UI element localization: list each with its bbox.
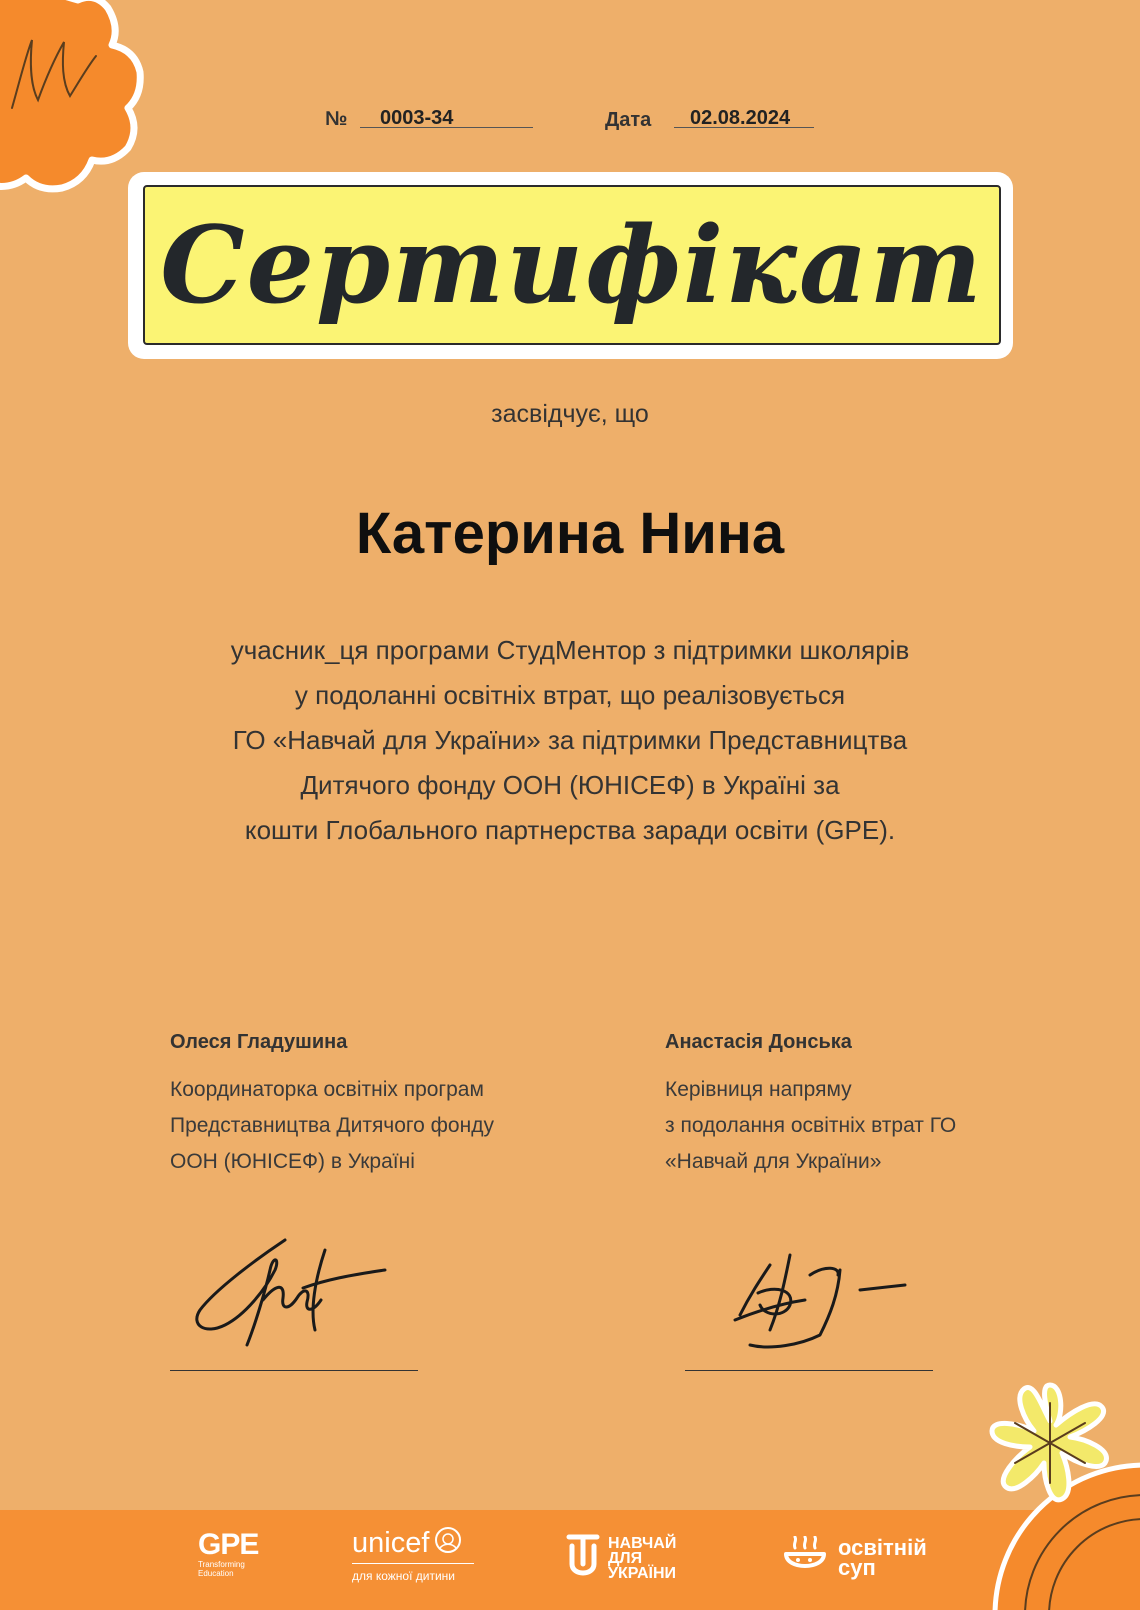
star-flower-icon <box>985 1378 1115 1508</box>
role-line: з подолання освітніх втрат ГО <box>665 1114 957 1137</box>
certificate-body <box>0 628 1140 853</box>
signatory-1-role <box>170 1072 494 1180</box>
subtitle: засвідчує, що <box>491 400 649 428</box>
logo-line: УКРАЇНИ <box>608 1565 677 1582</box>
gpe-logo <box>198 1530 258 1578</box>
number-underline <box>360 127 533 128</box>
role-line: ООН (ЮНІСЕФ) в Україні <box>170 1150 415 1173</box>
unicef-globe-icon <box>434 1526 462 1554</box>
certificate-number: 0003-34 <box>380 107 454 129</box>
teach-for-ukraine-text <box>608 1536 676 1581</box>
title-plate <box>143 185 1001 345</box>
signature-line-2 <box>685 1370 933 1371</box>
soup-bowl-icon <box>780 1536 830 1578</box>
body-line: у подоланні освітніх втрат, що реалізовується <box>294 680 846 710</box>
date-underline <box>674 127 814 128</box>
role-line: «Навчай для України» <box>665 1150 882 1173</box>
body-line: учасник_ця програми СтудМентор з підтримки школярів <box>230 635 910 665</box>
signatory-2-name: Анастасія Донська <box>665 1031 852 1053</box>
role-line: Координаторка освітніх програм <box>170 1078 484 1101</box>
logo-line: НАВЧАЙ <box>608 1535 677 1552</box>
role-line: Керівниця напряму <box>665 1078 852 1101</box>
number-label: № <box>325 108 348 130</box>
gpe-logo-subtitle: Transforming <box>198 1560 245 1569</box>
unicef-logo <box>352 1526 482 1582</box>
gpe-logo-text: GPE <box>198 1528 259 1561</box>
teach-for-ukraine-mark-icon <box>566 1534 600 1584</box>
gpe-logo-subtitle: Education <box>198 1569 234 1578</box>
role-line: Представництва Дитячого фонду <box>170 1114 494 1137</box>
body-line: Дитячого фонду ООН (ЮНІСЕФ) в Україні за <box>300 770 840 800</box>
recipient-name: Катерина Нина <box>355 501 785 566</box>
signature-icon <box>730 1245 910 1355</box>
logo-line: ДЛЯ <box>608 1550 643 1567</box>
signatory-2-role <box>665 1072 956 1180</box>
body-line: кошти Глобального партнерства заради освіти (GPE). <box>244 815 896 845</box>
certificate-title: Сертифікат <box>160 202 984 327</box>
orange-flower-icon <box>0 0 160 200</box>
unicef-tagline: для кожної дитини <box>352 1569 455 1583</box>
logo-line: суп <box>838 1555 876 1580</box>
unicef-divider <box>352 1563 474 1564</box>
signature-line-1 <box>170 1370 418 1371</box>
date-label: Дата <box>605 109 652 131</box>
signatory-1-name: Олеся Гладушина <box>170 1031 348 1053</box>
certificate-date: 02.08.2024 <box>690 107 791 129</box>
unicef-logo-text: unicef <box>352 1527 430 1559</box>
logo-line: освітній <box>838 1535 927 1560</box>
body-line: ГО «Навчай для України» за підтримки Представництва <box>232 725 908 755</box>
signature-icon <box>185 1230 395 1360</box>
osvitniy-sup-text <box>838 1535 927 1580</box>
